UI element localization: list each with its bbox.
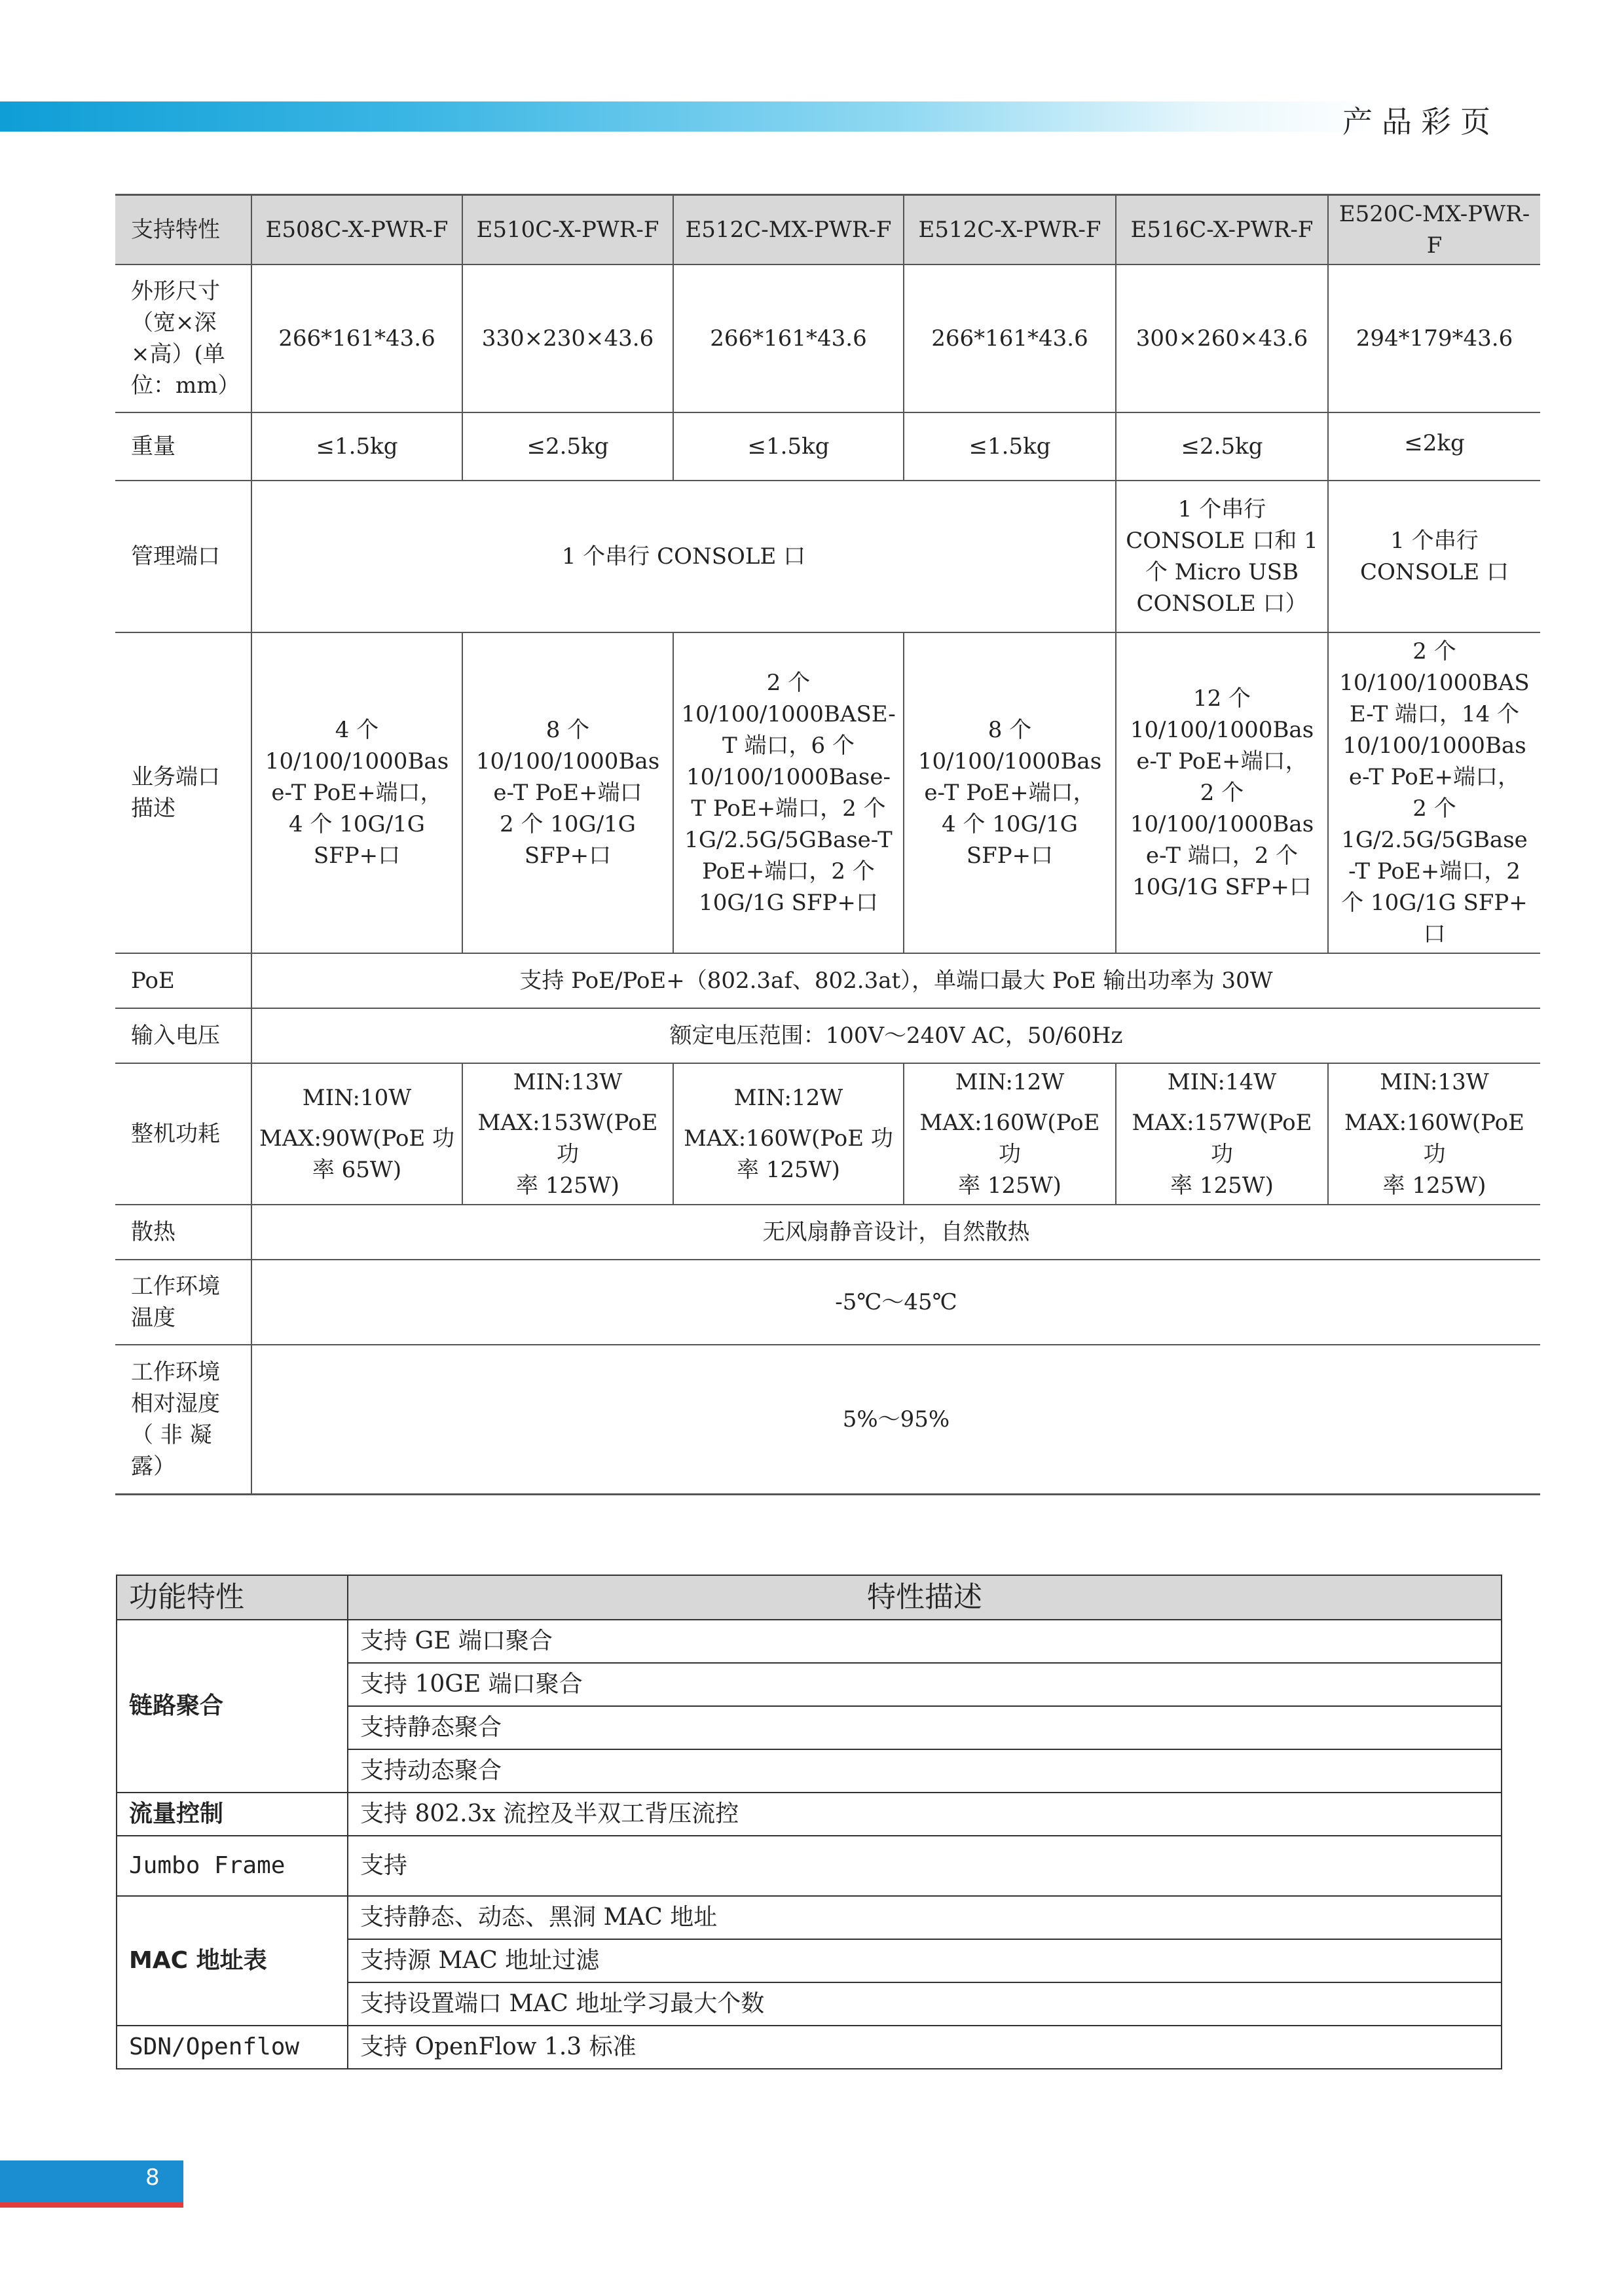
- feature-row: [117, 2026, 1502, 2069]
- spec-cell: MIN:12W MAX:160W(PoE 功 率 125W): [904, 1063, 1116, 1205]
- feature-row: [117, 1896, 1502, 1939]
- spec-cell: ≤2.5kg: [1116, 412, 1328, 481]
- spec-row-label: 重量: [115, 412, 251, 481]
- spec-cell: ≤1.5kg: [673, 412, 904, 481]
- spec-row-temp: [115, 1260, 1540, 1345]
- spec-cell-merged: 5%～95%: [251, 1345, 1540, 1494]
- spec-cell-merged: -5℃～45℃: [251, 1260, 1540, 1345]
- spec-row-cooling: [115, 1205, 1540, 1260]
- spec-cell: 2 个 10/100/1000BAS E-T 端口，14 个 10/100/1000Bas e-T PoE+端口， 2 个 1G/2.5G/5GBase -T PoE+端口，2 个 10G/1G SFP+ 口: [1328, 632, 1540, 953]
- spec-cell: 294*179*43.6: [1328, 264, 1540, 412]
- feature-desc: 支持 OpenFlow 1.3 标准: [348, 2026, 1502, 2069]
- feature-desc: 支持 GE 端口聚合: [348, 1620, 1502, 1663]
- feature-desc: 支持 10GE 端口聚合: [348, 1663, 1502, 1706]
- spec-cell: 1 个串行 CONSOLE 口和 1 个 Micro USB CONSOLE 口）: [1116, 481, 1328, 632]
- feature-desc: 支持静态聚合: [348, 1706, 1502, 1749]
- spec-row-power: [115, 1063, 1540, 1205]
- spec-row-poe: [115, 953, 1540, 1008]
- spec-cell: 266*161*43.6: [673, 264, 904, 412]
- spec-row-dimensions: [115, 264, 1540, 412]
- spec-header-cell: E512C-X-PWR-F: [904, 195, 1116, 265]
- spec-row-label: 业务端口 描述: [115, 632, 251, 953]
- spec-cell: MIN:12W MAX:160W(PoE 功 率 125W): [673, 1063, 904, 1205]
- spec-cell-merged: 支持 PoE/PoE+（802.3af、802.3at），单端口最大 PoE 输出功率为 30W: [251, 953, 1540, 1008]
- spec-cell: 330×230×43.6: [462, 264, 673, 412]
- feature-desc: 支持动态聚合: [348, 1749, 1502, 1793]
- spec-cell: 4 个 10/100/1000Bas e-T PoE+端口， 4 个 10G/1G SFP+口: [251, 632, 462, 953]
- spec-cell: ≤2kg: [1328, 412, 1540, 481]
- feature-row: [117, 1836, 1502, 1896]
- spec-cell: 266*161*43.6: [251, 264, 462, 412]
- spec-row-label: 管理端口: [115, 481, 251, 632]
- spec-cell: ≤2.5kg: [462, 412, 673, 481]
- spec-cell: MIN:13W MAX:153W(PoE 功 率 125W): [462, 1063, 673, 1205]
- page-number: 8: [145, 2164, 160, 2191]
- feature-name: 链路聚合: [117, 1620, 348, 1793]
- feature-desc: 支持源 MAC 地址过滤: [348, 1939, 1502, 1982]
- spec-cell-merged: 无风扇静音设计，自然散热: [251, 1205, 1540, 1260]
- spec-cell: MIN:14W MAX:157W(PoE 功 率 125W): [1116, 1063, 1328, 1205]
- feature-desc: 支持设置端口 MAC 地址学习最大个数: [348, 1982, 1502, 2026]
- feature-row: [117, 1620, 1502, 1663]
- spec-row-label: 散热: [115, 1205, 251, 1260]
- spec-cell: MIN:10W MAX:90W(PoE 功 率 65W): [251, 1063, 462, 1205]
- spec-cell: 2 个 10/100/1000BASE- T 端口，6 个 10/100/1000Base- T PoE+端口，2 个 1G/2.5G/5GBase-T PoE+端口，2 个 10G/1G SFP+口: [673, 632, 904, 953]
- feature-table: [116, 1575, 1502, 2069]
- spec-cell: MIN:13W MAX:160W(PoE 功 率 125W): [1328, 1063, 1540, 1205]
- spec-row-voltage: [115, 1008, 1540, 1063]
- header-gradient-bar: [0, 101, 1375, 132]
- spec-header-cell: E520C-MX-PWR-F: [1328, 195, 1540, 265]
- spec-header-cell: E508C-X-PWR-F: [251, 195, 462, 265]
- feature-name: 流量控制: [117, 1793, 348, 1836]
- feature-row: [117, 1793, 1502, 1836]
- spec-header-row: [115, 195, 1540, 265]
- spec-cell: ≤1.5kg: [904, 412, 1116, 481]
- spec-header-cell: E516C-X-PWR-F: [1116, 195, 1328, 265]
- spec-row-label: 输入电压: [115, 1008, 251, 1063]
- spec-cell-merged: 额定电压范围：100V～240V AC，50/60Hz: [251, 1008, 1540, 1063]
- header-title: 产品彩页: [1342, 104, 1500, 139]
- spec-row-label: 外形尺寸 （宽×深 ×高）(单 位：mm）: [115, 264, 251, 412]
- spec-cell: 8 个 10/100/1000Bas e-T PoE+端口 2 个 10G/1G SFP+口: [462, 632, 673, 953]
- spec-row-weight: [115, 412, 1540, 481]
- feature-desc: 支持静态、动态、黑洞 MAC 地址: [348, 1896, 1502, 1939]
- feature-desc: 支持 802.3x 流控及半双工背压流控: [348, 1793, 1502, 1836]
- spec-header-cell: E510C-X-PWR-F: [462, 195, 673, 265]
- spec-cell: 266*161*43.6: [904, 264, 1116, 412]
- feature-header-cell: 功能特性: [117, 1575, 348, 1620]
- feature-header-cell: 特性描述: [348, 1575, 1502, 1620]
- spec-cell: 300×260×43.6: [1116, 264, 1328, 412]
- spec-cell: ≤1.5kg: [251, 412, 462, 481]
- spec-header-cell: 支持特性: [115, 195, 251, 265]
- spec-row-humidity: [115, 1345, 1540, 1494]
- spec-cell: 8 个 10/100/1000Bas e-T PoE+端口， 4 个 10G/1G SFP+口: [904, 632, 1116, 953]
- spec-cell: 12 个 10/100/1000Bas e-T PoE+端口， 2 个 10/100/1000Bas e-T 端口，2 个 10G/1G SFP+口: [1116, 632, 1328, 953]
- spec-cell: 1 个串行 CONSOLE 口: [1328, 481, 1540, 632]
- spec-header-cell: E512C-MX-PWR-F: [673, 195, 904, 265]
- spec-row-mgmt: [115, 481, 1540, 632]
- spec-row-label: PoE: [115, 953, 251, 1008]
- feature-name: SDN/Openflow: [117, 2026, 348, 2069]
- spec-row-label: 工作环境 温度: [115, 1260, 251, 1345]
- spec-cell-merged: 1 个串行 CONSOLE 口: [251, 481, 1116, 632]
- feature-header-row: [117, 1575, 1502, 1620]
- feature-name: Jumbo Frame: [117, 1836, 348, 1896]
- spec-row-ports: [115, 632, 1540, 953]
- feature-desc: 支持: [348, 1836, 1502, 1896]
- spec-row-label: 工作环境 相对湿度 （ 非 凝 露）: [115, 1345, 251, 1494]
- feature-name: MAC 地址表: [117, 1896, 348, 2026]
- spec-table: [115, 194, 1540, 1495]
- spec-row-label: 整机功耗: [115, 1063, 251, 1205]
